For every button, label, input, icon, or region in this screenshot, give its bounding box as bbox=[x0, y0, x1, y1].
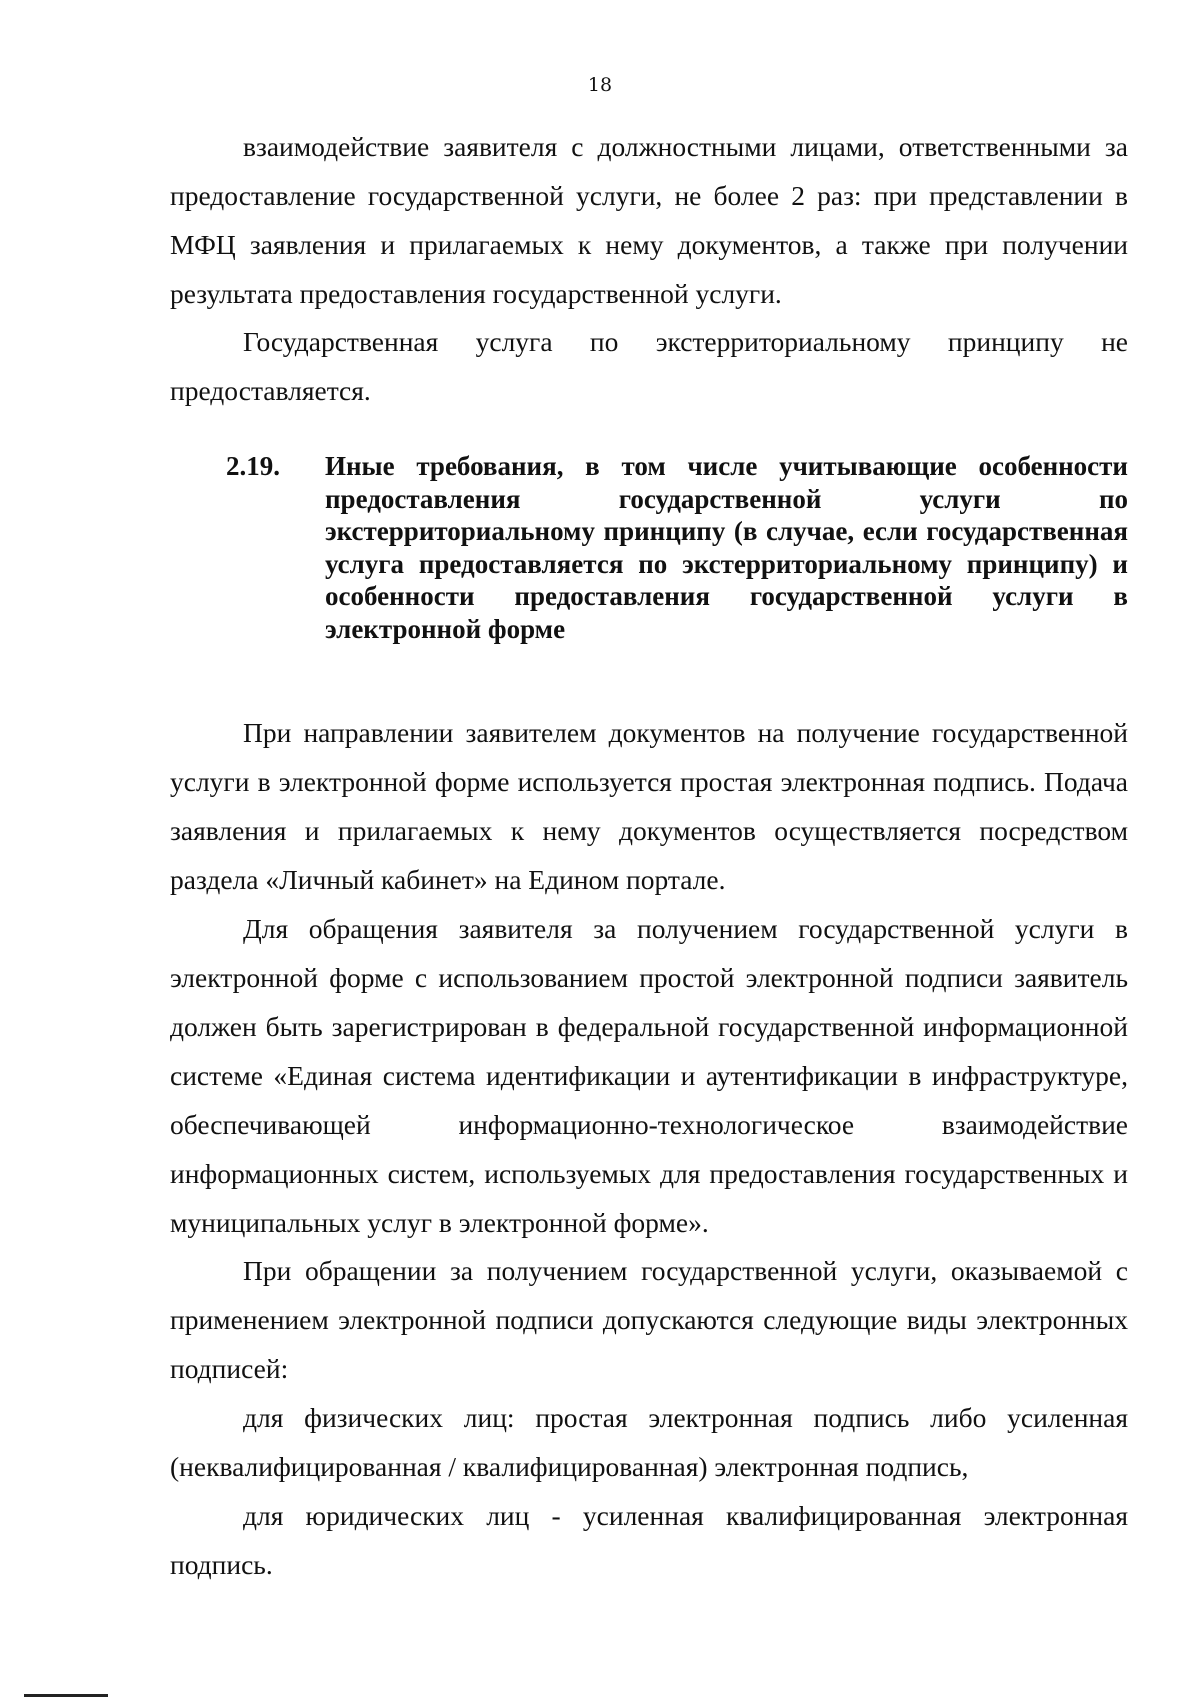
scan-edge-mark bbox=[24, 1694, 108, 1697]
paragraph-legal-entities: для юридических лиц - усиленная квалифицированная электронная подпись. bbox=[170, 1500, 1128, 1580]
paragraph-signature-types: При обращении за получением государственной услуги, оказываемой с применением электронной подписи допускаются следующие виды электронных подписей: bbox=[170, 1255, 1128, 1384]
paragraph-electronic-signature: При направлении заявителем документов на получение государственной услуги в электронной форме используется простая электронная подпись. Подача заявления и прилагаемых к нему документов осуществляется посредством раздела «Личный кабинет» на Едином портале. bbox=[170, 717, 1128, 895]
section-number: 2.19. bbox=[226, 451, 280, 481]
paragraph-interaction-limit: взаимодействие заявителя с должностными лицами, ответственными за предоставление государственной услуги, не более 2 раз: при представлении в МФЦ заявления и прилагаемых к нему документов, а также при получении результата предоставления государственной услуги. bbox=[170, 131, 1128, 309]
paragraph-individuals: для физических лиц: простая электронная подпись либо усиленная (неквалифицированная / квалифицированная) электронная подпись, bbox=[170, 1402, 1128, 1482]
section-title: Иные требования, в том числе учитывающие особенности предоставления государственной услуги по экстерриториальному принципу (в случае, если государственная услуга предоставляется по экстерриториальному принципу) и особенности предоставления государственной услуги в электронной форме bbox=[325, 451, 1128, 644]
paragraph-extraterritorial-note: Государственная услуга по экстерриториальному принципу не предоставляется. bbox=[170, 326, 1128, 406]
page-number: 18 bbox=[587, 74, 613, 96]
paragraph-esia-registration: Для обращения заявителя за получением государственной услуги в электронной форме с использованием простой электронной подписи заявитель должен быть зарегистрирован в федеральной государственной информационной системе «Единая система идентификации и аутентификации в инфраструктуре, обеспечивающей информационно-технологическое взаимодействие информационных систем, используемых для предоставления государственных и муниципальных услуг в электронной форме». bbox=[170, 913, 1128, 1238]
